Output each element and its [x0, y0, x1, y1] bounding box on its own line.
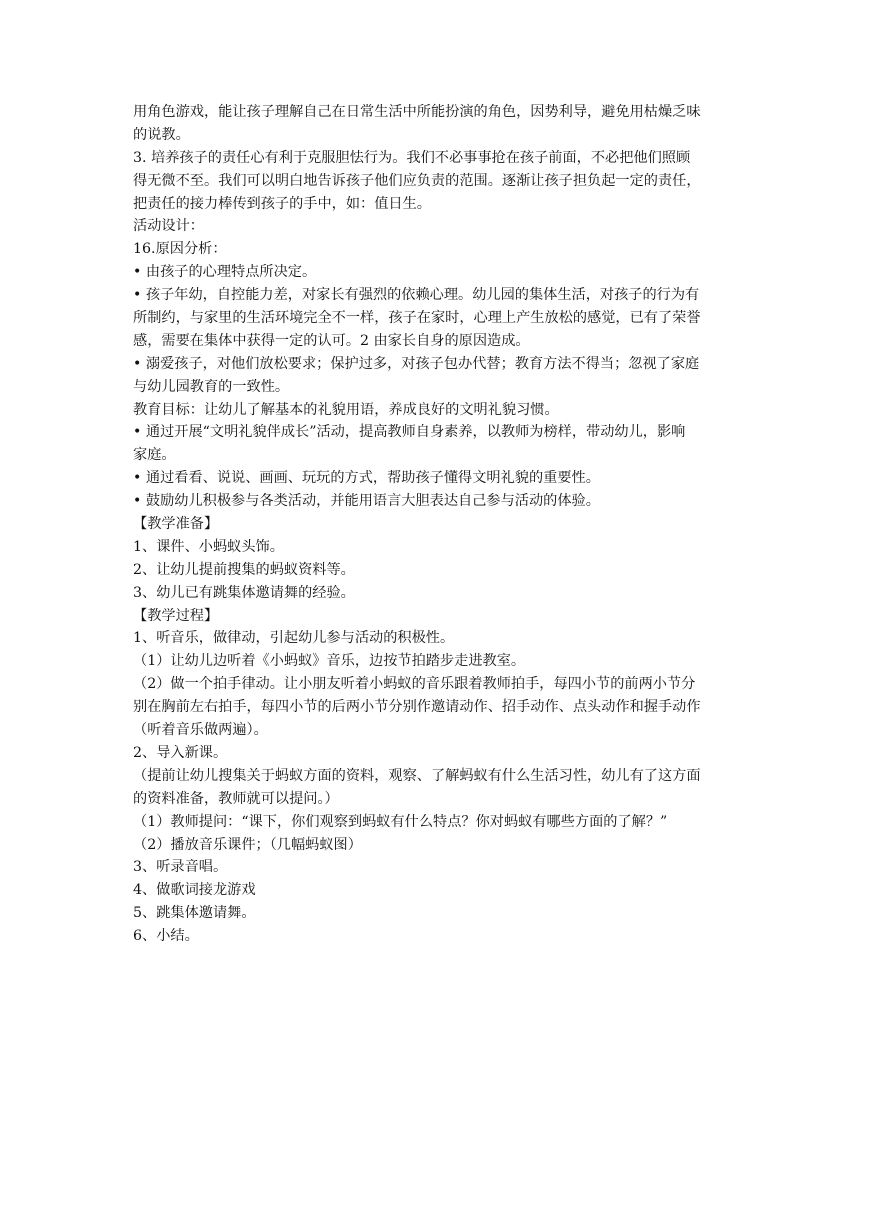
- text-line: 把责任的接力棒传到孩子的手中，如：值日生。: [133, 195, 431, 212]
- section-heading: 【教学准备】: [133, 516, 219, 533]
- text-line: 的说教。: [133, 126, 190, 143]
- text-line: 用角色游戏，能让孩子理解自己在日常生活中所能扮演的角色，因势利导，避免用枯燥乏味: [133, 104, 701, 120]
- document-body: [133, 101, 743, 948]
- list-item: 5、跳集体邀请舞。: [133, 905, 256, 922]
- text-line: 的资料准备，教师就可以提问。）: [133, 790, 339, 807]
- text-line: （提前让幼儿搜集关于蚂蚁方面的资料，观察、了解蚂蚁有什么生活习性，幼儿有了这方面: [133, 767, 701, 784]
- list-item: 2、让幼儿提前搜集的蚂蚁资料等。: [133, 561, 355, 578]
- list-item: 6、小结。: [133, 928, 199, 945]
- section-heading: 【教学过程】: [133, 607, 219, 624]
- section-heading: 16.原因分析：: [133, 241, 227, 258]
- text-line: 与幼儿园教育的一致性。: [133, 378, 290, 395]
- list-item: （2）播放音乐课件；（几幅蚂蚁图）: [133, 836, 362, 853]
- bullet-item: • 孩子年幼，自控能力差，对家长有强烈的依赖心理。幼儿园的集体生活，对孩子的行为有: [133, 287, 700, 304]
- text-line: 教育目标：让幼儿了解基本的礼貌用语，养成良好的文明礼貌习惯。: [133, 401, 559, 418]
- text-line: 感，需要在集体中获得一定的认可。2 由家长自身的原因造成。: [133, 332, 530, 349]
- text-line: 家庭。: [133, 447, 176, 464]
- list-item: 4、做歌词接龙游戏: [133, 882, 256, 899]
- list-item: 1、课件、小蚂蚁头饰。: [133, 538, 284, 555]
- text-line: 别在胸前左右拍手，每四小节的后两小节分别作邀请动作、招手动作、点头动作和握手动作: [133, 699, 701, 716]
- list-item: 3、幼儿已有跳集体邀请舞的经验。: [133, 584, 355, 601]
- bullet-item: • 由孩子的心理特点所决定。: [133, 264, 317, 281]
- bullet-item: • 鼓励幼儿积极参与各类活动，并能用语言大胆表达自己参与活动的体验。: [133, 493, 600, 510]
- list-item: 1、听音乐，做律动，引起幼儿参与活动的积极性。: [133, 630, 455, 647]
- list-item: （1）教师提问：“课下，你们观察到蚂蚁有什么特点？你对蚂蚁有哪些方面的了解？”: [133, 813, 668, 830]
- bullet-item: • 通过开展“文明礼貌伴成长”活动，提高教师自身素养，以教师为榜样，带动幼儿，影响: [133, 424, 686, 441]
- text-line: 所制约，与家里的生活环境完全不一样，孩子在家时，心理上产生放松的感觉，已有了荣誉: [133, 310, 701, 327]
- text-line: （听着音乐做两遍）。: [133, 722, 268, 739]
- list-item: 3、听录音唱。: [133, 859, 228, 876]
- list-item: 2、导入新课。: [133, 744, 228, 761]
- list-item: （1）让幼儿边听着《小蚂蚁》音乐，边按节拍踏步走进教室。: [133, 653, 526, 670]
- section-heading: 活动设计：: [133, 218, 204, 235]
- bullet-item: • 通过看看、说说、画画、玩玩的方式，帮助孩子懂得文明礼貌的重要性。: [133, 470, 600, 487]
- list-item: （2）做一个拍手律动。让小朋友听着小蚂蚁的音乐跟着教师拍手，每四小节的前两小节分: [133, 676, 696, 693]
- text-line: 3. 培养孩子的责任心有利于克服胆怯行为。我们不必事事抢在孩子前面，不必把他们照顾: [133, 149, 691, 166]
- text-line: 得无微不至。我们可以明白地告诉孩子他们应负责的范围。逐渐让孩子担负起一定的责任，: [133, 172, 701, 189]
- bullet-item: • 溺爱孩子，对他们放松要求；保护过多，对孩子包办代替；教育方法不得当；忽视了家庭: [133, 355, 700, 372]
